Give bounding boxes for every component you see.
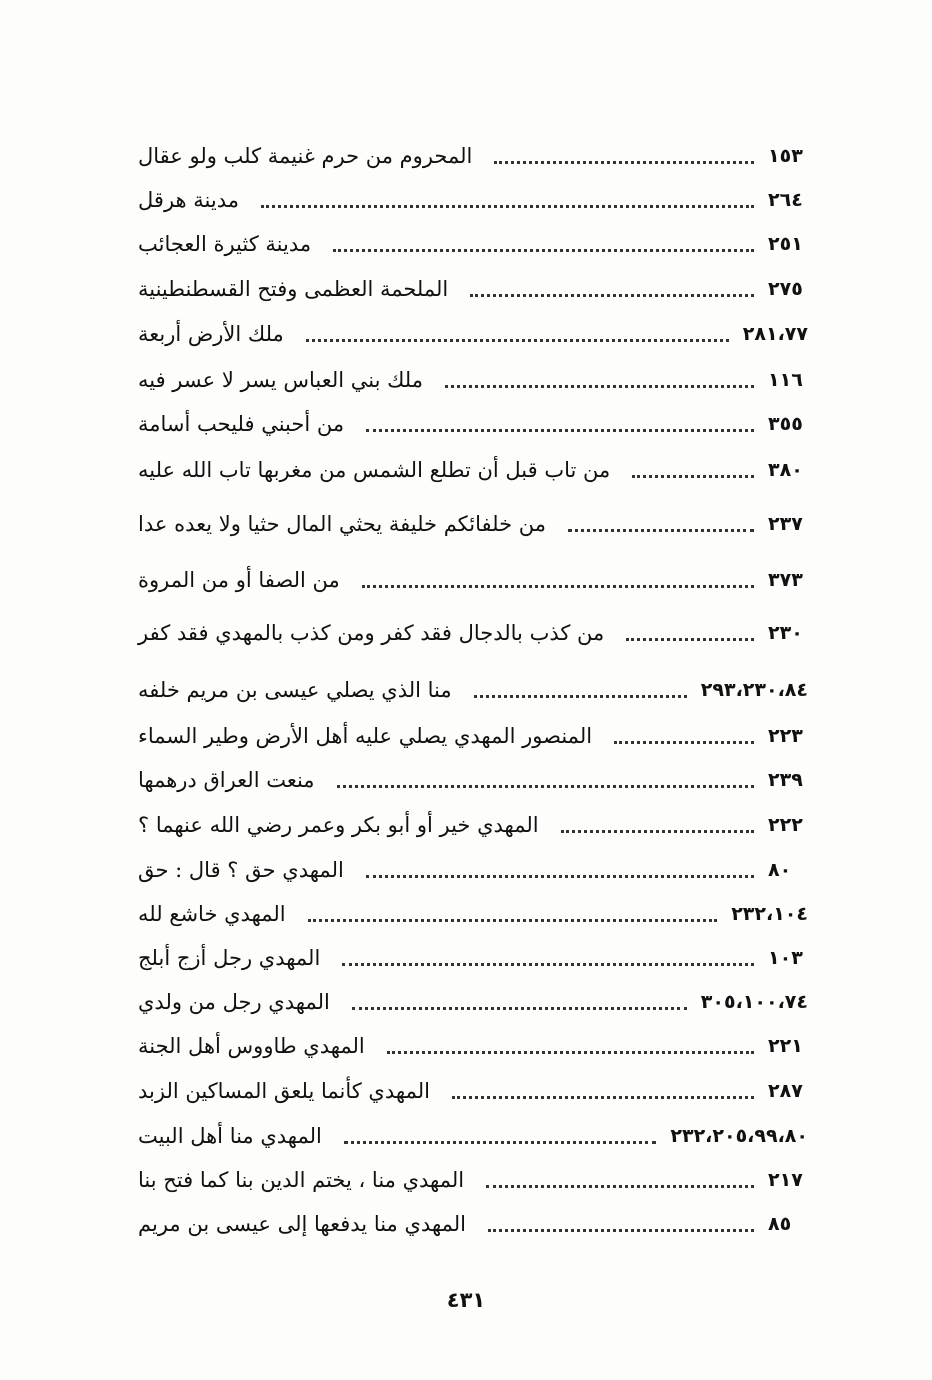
index-entry xyxy=(128,560,808,600)
entry-text: المهدي خير أو أبو بكر وعمر رضي الله عنهما ؟ xyxy=(138,813,539,837)
leader-dots xyxy=(488,1229,754,1232)
entry-page: ٢٨١،٧٧ xyxy=(742,323,808,345)
entry-text: المهدي رجل من ولدي xyxy=(138,990,330,1014)
leader-dots xyxy=(561,830,754,833)
leader-dots xyxy=(366,875,754,878)
entry-page: ٢٨٧ xyxy=(768,1080,803,1102)
index-entry xyxy=(128,894,808,934)
entry-page: ٣٠٥،١٠٠،٧٤ xyxy=(700,991,808,1013)
index-entry xyxy=(128,314,808,354)
entry-text: الملحمة العظمى وفتح القسطنطينية xyxy=(138,277,449,301)
leader-dots xyxy=(494,161,754,164)
index-entry xyxy=(128,670,808,710)
entry-text: من خلفائكم خليفة يحثي المال حثيا ولا يعده عدا xyxy=(138,512,546,536)
leader-dots xyxy=(632,475,754,478)
entry-page: ٢٩٣،٢٣٠،٨٤ xyxy=(700,679,808,701)
index-entry xyxy=(128,360,808,400)
entry-text: مدينة كثيرة العجائب xyxy=(138,232,312,256)
index-entry xyxy=(128,938,808,978)
entry-page: ٣٨٠ xyxy=(768,459,803,481)
entry-text: مدينة هرقل xyxy=(138,188,239,212)
entry-text: المهدي رجل أزج أبلج xyxy=(138,946,321,970)
leader-dots xyxy=(366,429,754,432)
entry-text: منا الذي يصلي عيسى بن مريم خلفه xyxy=(138,678,452,702)
entry-text: ملك الأرض أربعة xyxy=(138,322,284,346)
entry-text: المحروم من حرم غنيمة كلب ولو عقال xyxy=(138,144,473,168)
index-entry xyxy=(128,1160,808,1200)
entry-text: المهدي كأنما يلعق المساكين الزبد xyxy=(138,1079,430,1103)
index-entry xyxy=(128,850,808,890)
leader-dots xyxy=(352,1007,687,1010)
leader-dots xyxy=(308,919,718,922)
leader-dots xyxy=(614,741,754,744)
entry-page: ٢٥١ xyxy=(768,233,803,255)
entry-text: المهدي خاشع لله xyxy=(138,902,286,926)
index-entry xyxy=(128,1071,808,1111)
entry-text: المهدي منا ، يختم الدين بنا كما فتح بنا xyxy=(138,1168,465,1192)
entry-page: ٢٢٢ xyxy=(768,814,803,836)
entry-text: المهدي حق ؟ قال : حق xyxy=(138,858,344,882)
leader-dots xyxy=(445,385,754,388)
leader-dots xyxy=(337,785,754,788)
leader-dots xyxy=(342,963,754,966)
entry-text: ملك بني العباس يسر لا عسر فيه xyxy=(138,368,423,392)
leader-dots xyxy=(362,585,754,588)
entry-page: ٢٣٩ xyxy=(768,769,803,791)
entry-text: من الصفا أو من المروة xyxy=(138,568,340,592)
entry-page: ٨٠ xyxy=(768,859,792,881)
index-entry xyxy=(128,269,808,309)
entry-page: ٢١٧ xyxy=(768,1169,803,1191)
entry-page: ٢٣٧ xyxy=(768,513,803,535)
index-entry xyxy=(128,504,808,544)
entry-page: ١٠٣ xyxy=(768,947,803,969)
leader-dots xyxy=(626,638,754,641)
entry-text: من أحبني فليحب أسامة xyxy=(138,412,345,436)
entry-page: ٢٢٣ xyxy=(768,725,803,747)
index-entry xyxy=(128,805,808,845)
leader-dots xyxy=(452,1096,754,1099)
leader-dots xyxy=(568,529,754,532)
index-entry xyxy=(128,450,808,490)
leader-dots xyxy=(261,205,754,208)
index-entry xyxy=(128,760,808,800)
entry-text: المهدي طاووس أهل الجنة xyxy=(138,1034,365,1058)
index-entry xyxy=(128,404,808,444)
entry-page: ١١٦ xyxy=(768,369,803,391)
entry-page: ١٥٣ xyxy=(768,145,803,167)
leader-dots xyxy=(344,1141,657,1144)
leader-dots xyxy=(387,1051,754,1054)
entry-text: المنصور المهدي يصلي عليه أهل الأرض وطير السماء xyxy=(138,724,593,748)
entry-text: من تاب قبل أن تطلع الشمس من مغربها تاب الله عليه xyxy=(138,458,611,482)
leader-dots xyxy=(306,339,729,342)
index-entry xyxy=(128,613,808,653)
entry-text: من كذب بالدجال فقد كفر ومن كذب بالمهدي فقد كفر xyxy=(138,621,605,645)
page-number: ٤٣١ xyxy=(446,1288,486,1312)
entry-page: ٢٦٤ xyxy=(768,189,803,211)
index-entry xyxy=(128,982,808,1022)
index-entry xyxy=(128,1116,808,1156)
leader-dots xyxy=(474,695,687,698)
leader-dots xyxy=(333,249,754,252)
entry-page: ٢٣٢،٢٠٥،٩٩،٨٠ xyxy=(670,1125,808,1147)
entry-page: ٣٧٣ xyxy=(768,569,803,591)
leader-dots xyxy=(486,1185,754,1188)
index-entry xyxy=(128,180,808,220)
leader-dots xyxy=(470,294,754,297)
entry-text: منعت العراق درهمها xyxy=(138,768,315,792)
entry-text: المهدي منا يدفعها إلى عيسى بن مريم xyxy=(138,1212,466,1236)
index-entry xyxy=(128,1204,808,1244)
entry-page: ٢٢١ xyxy=(768,1035,803,1057)
index-entry xyxy=(128,1026,808,1066)
entry-page: ٢٣٢،١٠٤ xyxy=(731,903,808,925)
index-entry xyxy=(128,716,808,756)
entry-text: المهدي منا أهل البيت xyxy=(138,1124,322,1148)
index-entry xyxy=(128,136,808,176)
entry-page: ٣٥٥ xyxy=(768,413,803,435)
entry-page: ٢٣٠ xyxy=(768,622,803,644)
index-entry xyxy=(128,224,808,264)
entry-page: ٢٧٥ xyxy=(768,278,803,300)
entry-page: ٨٥ xyxy=(768,1213,792,1235)
